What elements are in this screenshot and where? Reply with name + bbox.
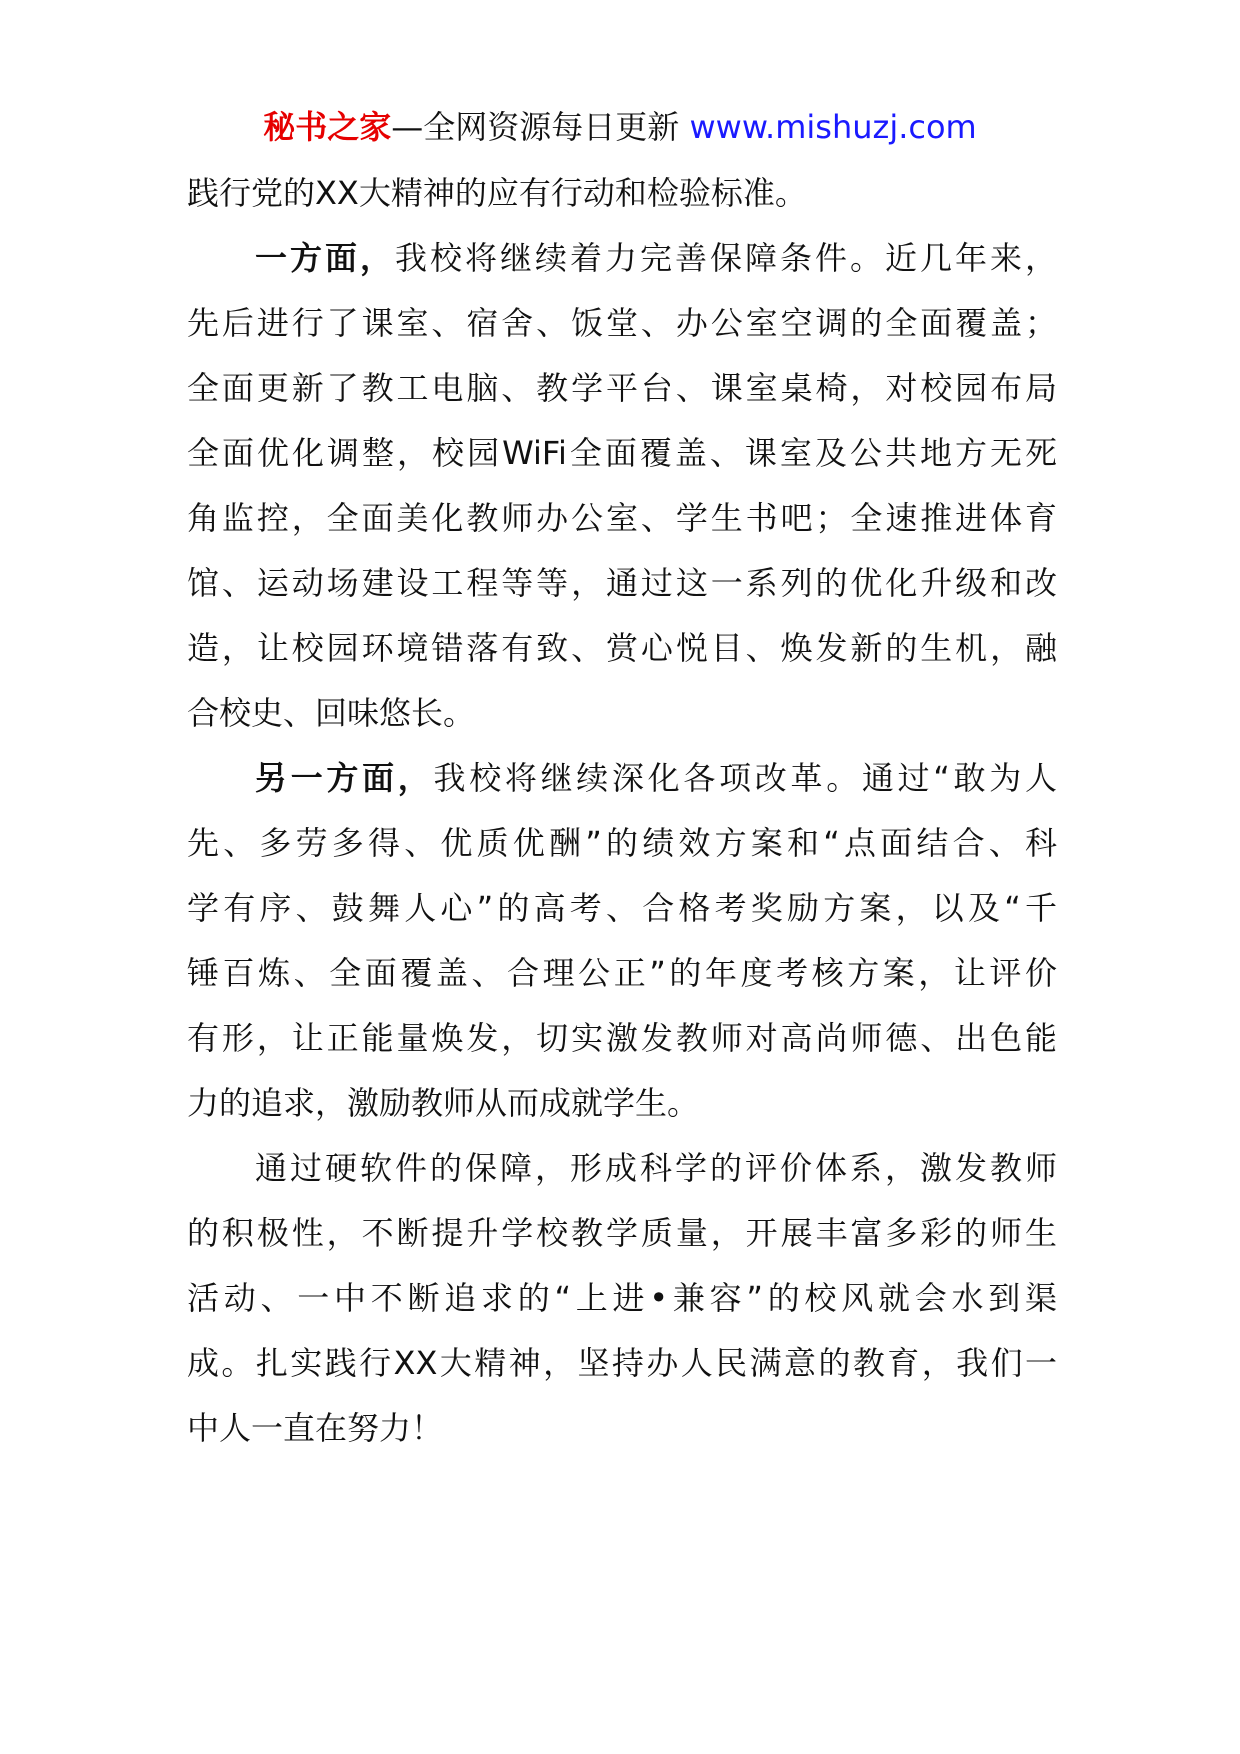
text-line: 中人一直在努力！ [187,1409,444,1447]
text-line: 先、多劳多得、优质优酬”的绩效方案和“点面结合、科 [187,824,1057,862]
text-line: 角监控，全面美化教师办公室、学生书吧；全速推进体育 [187,499,1057,537]
document-body [187,161,1057,1461]
paragraph-text: 我校将继续深化各项改革。通过“敢为人 [433,759,1057,797]
page-header [0,104,1240,150]
text-line: 学有序、鼓舞人心”的高考、合格考奖励方案，以及“千 [187,889,1057,927]
text-line: 造，让校园环境错落有致、赏心悦目、焕发新的生机，融 [187,629,1057,667]
text-line: 有形，让正能量焕发，切实激发教师对高尚师德、出色能 [187,1019,1057,1057]
text-line: 通过硬软件的保障，形成科学的评价体系，激发教师 [255,1149,1057,1187]
paragraph-text: 我校将继续着力完善保障条件。近几年来， [395,239,1057,277]
text-line: 全面优化调整，校园WiFi全面覆盖、课室及公共地方无死 [187,434,1057,472]
text-line: 成。扎实践行XX大精神，坚持办人民满意的教育，我们一 [187,1344,1057,1382]
text-line: 全面更新了教工电脑、教学平台、课室桌椅，对校园布局 [187,369,1057,407]
paragraph-line [187,226,1057,291]
header-tagline: —全网资源每日更新 [391,108,690,146]
brand-name: 秘书之家 [263,108,392,146]
text-line: 先后进行了课室、宿舍、饭堂、办公室空调的全面覆盖； [187,304,1057,342]
text-line: 践行党的XX大精神的应有行动和检验标准。 [187,174,807,212]
paragraph-line [187,746,1057,811]
text-line: 力的追求，激励教师从而成就学生。 [187,1084,700,1122]
text-line: 的积极性，不断提升学校教学质量，开展丰富多彩的师生 [187,1214,1057,1252]
text-line: 活动、一中不断追求的“上进•兼容”的校风就会水到渠 [187,1279,1057,1317]
text-line: 合校史、回味悠长。 [187,694,476,732]
paragraph-lead: 一方面， [255,239,395,277]
text-line: 锤百炼、全面覆盖、合理公正”的年度考核方案，让评价 [187,954,1057,992]
text-line: 馆、运动场建设工程等等，通过这一系列的优化升级和改 [187,564,1057,602]
paragraph-lead: 另一方面， [255,759,434,797]
website-link[interactable]: www.mishuzj.com [689,108,977,146]
